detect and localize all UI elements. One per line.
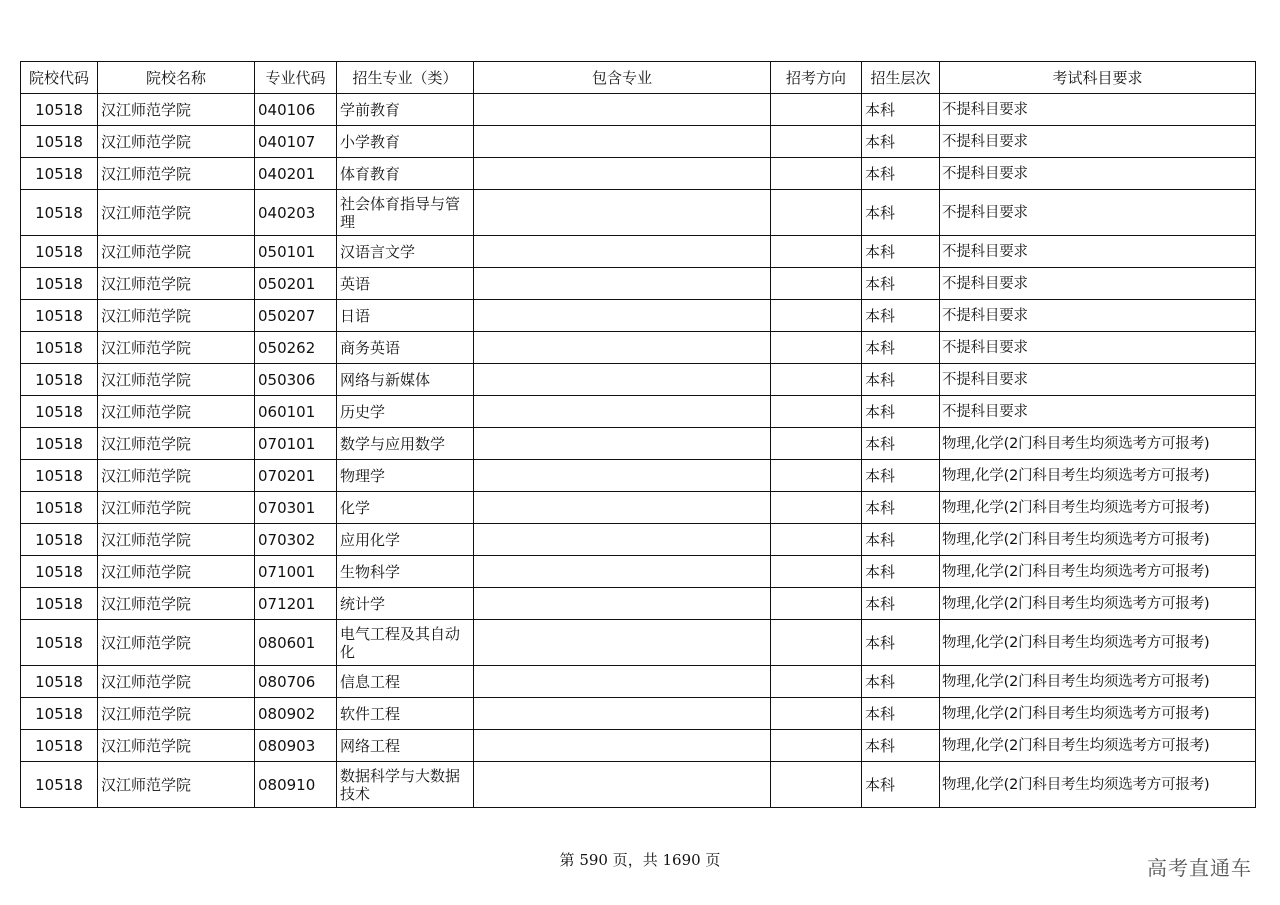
- cell-school-name: 汉江师范学院: [98, 268, 255, 300]
- cell-direction: [771, 588, 862, 620]
- cell-included-majors: [474, 268, 771, 300]
- table-row: [21, 492, 1256, 524]
- table-row: [21, 620, 1256, 666]
- cell-major: 应用化学: [337, 524, 474, 556]
- cell-included-majors: [474, 730, 771, 762]
- table-row: [21, 730, 1256, 762]
- table-row: [21, 556, 1256, 588]
- cell-included-majors: [474, 524, 771, 556]
- cell-direction: [771, 492, 862, 524]
- cell-school-code: 10518: [21, 396, 98, 428]
- cell-subject-requirements: 不提科目要求: [940, 364, 1256, 396]
- cell-major-code: 040106: [255, 94, 337, 126]
- cell-included-majors: [474, 364, 771, 396]
- cell-direction: [771, 364, 862, 396]
- cell-subject-requirements: 物理,化学(2门科目考生均须选考方可报考): [940, 666, 1256, 698]
- cell-level: 本科: [862, 666, 940, 698]
- cell-included-majors: [474, 556, 771, 588]
- cell-major-code: 050306: [255, 364, 337, 396]
- cell-school-code: 10518: [21, 620, 98, 666]
- table-row: [21, 332, 1256, 364]
- cell-level: 本科: [862, 730, 940, 762]
- table-row: [21, 588, 1256, 620]
- cell-level: 本科: [862, 126, 940, 158]
- table-body: [21, 94, 1256, 808]
- cell-subject-requirements: 物理,化学(2门科目考生均须选考方可报考): [940, 698, 1256, 730]
- cell-direction: [771, 460, 862, 492]
- cell-major-code: 070101: [255, 428, 337, 460]
- cell-major-code: 050262: [255, 332, 337, 364]
- header-major-code: 专业代码: [255, 62, 337, 94]
- cell-level: 本科: [862, 190, 940, 236]
- cell-school-name: 汉江师范学院: [98, 236, 255, 268]
- cell-major: 统计学: [337, 588, 474, 620]
- cell-major: 网络与新媒体: [337, 364, 474, 396]
- table-row: [21, 762, 1256, 808]
- cell-major: 小学教育: [337, 126, 474, 158]
- cell-level: 本科: [862, 332, 940, 364]
- cell-subject-requirements: 不提科目要求: [940, 126, 1256, 158]
- cell-school-name: 汉江师范学院: [98, 524, 255, 556]
- cell-direction: [771, 666, 862, 698]
- cell-school-code: 10518: [21, 236, 98, 268]
- cell-major-code: 080706: [255, 666, 337, 698]
- cell-included-majors: [474, 762, 771, 808]
- cell-school-code: 10518: [21, 698, 98, 730]
- cell-level: 本科: [862, 556, 940, 588]
- cell-school-name: 汉江师范学院: [98, 428, 255, 460]
- header-direction: 招考方向: [771, 62, 862, 94]
- cell-school-code: 10518: [21, 268, 98, 300]
- cell-subject-requirements: 不提科目要求: [940, 396, 1256, 428]
- cell-major: 信息工程: [337, 666, 474, 698]
- table-row: [21, 300, 1256, 332]
- cell-included-majors: [474, 460, 771, 492]
- table-row: [21, 666, 1256, 698]
- cell-school-name: 汉江师范学院: [98, 666, 255, 698]
- cell-subject-requirements: 物理,化学(2门科目考生均须选考方可报考): [940, 460, 1256, 492]
- page-number: 第 590 页，共 1690 页: [559, 851, 721, 869]
- cell-level: 本科: [862, 492, 940, 524]
- cell-major-code: 040203: [255, 190, 337, 236]
- cell-major-code: 071201: [255, 588, 337, 620]
- cell-direction: [771, 190, 862, 236]
- cell-direction: [771, 126, 862, 158]
- cell-level: 本科: [862, 94, 940, 126]
- cell-included-majors: [474, 620, 771, 666]
- cell-school-name: 汉江师范学院: [98, 396, 255, 428]
- cell-major: 化学: [337, 492, 474, 524]
- header-included-majors: 包含专业: [474, 62, 771, 94]
- cell-major: 英语: [337, 268, 474, 300]
- table-row: [21, 524, 1256, 556]
- cell-school-code: 10518: [21, 460, 98, 492]
- cell-school-code: 10518: [21, 364, 98, 396]
- cell-school-name: 汉江师范学院: [98, 332, 255, 364]
- cell-level: 本科: [862, 268, 940, 300]
- cell-school-code: 10518: [21, 666, 98, 698]
- cell-major-code: 070301: [255, 492, 337, 524]
- cell-level: 本科: [862, 158, 940, 190]
- cell-included-majors: [474, 588, 771, 620]
- cell-school-code: 10518: [21, 332, 98, 364]
- header-subject-requirements: 考试科目要求: [940, 62, 1256, 94]
- table-row: [21, 94, 1256, 126]
- cell-subject-requirements: 物理,化学(2门科目考生均须选考方可报考): [940, 524, 1256, 556]
- cell-level: 本科: [862, 460, 940, 492]
- cell-included-majors: [474, 332, 771, 364]
- cell-school-name: 汉江师范学院: [98, 730, 255, 762]
- cell-subject-requirements: 不提科目要求: [940, 268, 1256, 300]
- cell-major-code: 050101: [255, 236, 337, 268]
- table-row: [21, 396, 1256, 428]
- cell-level: 本科: [862, 524, 940, 556]
- cell-included-majors: [474, 698, 771, 730]
- cell-direction: [771, 158, 862, 190]
- cell-school-code: 10518: [21, 158, 98, 190]
- header-major: 招生专业（类）: [337, 62, 474, 94]
- cell-subject-requirements: 物理,化学(2门科目考生均须选考方可报考): [940, 556, 1256, 588]
- cell-major: 历史学: [337, 396, 474, 428]
- cell-school-name: 汉江师范学院: [98, 556, 255, 588]
- cell-level: 本科: [862, 236, 940, 268]
- table-row: [21, 190, 1256, 236]
- cell-level: 本科: [862, 300, 940, 332]
- cell-included-majors: [474, 94, 771, 126]
- cell-level: 本科: [862, 396, 940, 428]
- admissions-table: [20, 61, 1256, 808]
- cell-school-name: 汉江师范学院: [98, 158, 255, 190]
- cell-subject-requirements: 不提科目要求: [940, 94, 1256, 126]
- table-row: [21, 698, 1256, 730]
- cell-major: 社会体育指导与管理: [337, 190, 474, 236]
- cell-direction: [771, 762, 862, 808]
- cell-direction: [771, 698, 862, 730]
- cell-school-name: 汉江师范学院: [98, 94, 255, 126]
- cell-major: 电气工程及其自动化: [337, 620, 474, 666]
- cell-major-code: 080903: [255, 730, 337, 762]
- cell-level: 本科: [862, 364, 940, 396]
- table-row: [21, 158, 1256, 190]
- cell-major: 商务英语: [337, 332, 474, 364]
- cell-major: 数学与应用数学: [337, 428, 474, 460]
- header-level: 招生层次: [862, 62, 940, 94]
- cell-direction: [771, 730, 862, 762]
- cell-school-code: 10518: [21, 524, 98, 556]
- cell-school-name: 汉江师范学院: [98, 698, 255, 730]
- cell-direction: [771, 396, 862, 428]
- table-row: [21, 268, 1256, 300]
- cell-major: 软件工程: [337, 698, 474, 730]
- cell-school-code: 10518: [21, 126, 98, 158]
- cell-subject-requirements: 物理,化学(2门科目考生均须选考方可报考): [940, 428, 1256, 460]
- cell-school-code: 10518: [21, 492, 98, 524]
- cell-major-code: 071001: [255, 556, 337, 588]
- cell-included-majors: [474, 158, 771, 190]
- cell-school-code: 10518: [21, 428, 98, 460]
- cell-subject-requirements: 物理,化学(2门科目考生均须选考方可报考): [940, 588, 1256, 620]
- cell-major: 学前教育: [337, 94, 474, 126]
- cell-direction: [771, 556, 862, 588]
- cell-school-name: 汉江师范学院: [98, 492, 255, 524]
- cell-major: 生物科学: [337, 556, 474, 588]
- cell-school-name: 汉江师范学院: [98, 762, 255, 808]
- cell-major-code: 080601: [255, 620, 337, 666]
- cell-subject-requirements: 不提科目要求: [940, 236, 1256, 268]
- header-school-name: 院校名称: [98, 62, 255, 94]
- table-row: [21, 126, 1256, 158]
- cell-school-name: 汉江师范学院: [98, 300, 255, 332]
- cell-direction: [771, 428, 862, 460]
- cell-level: 本科: [862, 428, 940, 460]
- cell-level: 本科: [862, 620, 940, 666]
- cell-major: 日语: [337, 300, 474, 332]
- cell-school-name: 汉江师范学院: [98, 588, 255, 620]
- cell-included-majors: [474, 492, 771, 524]
- table-row: [21, 364, 1256, 396]
- cell-major: 网络工程: [337, 730, 474, 762]
- cell-subject-requirements: 物理,化学(2门科目考生均须选考方可报考): [940, 730, 1256, 762]
- cell-included-majors: [474, 666, 771, 698]
- cell-major-code: 080910: [255, 762, 337, 808]
- cell-school-code: 10518: [21, 300, 98, 332]
- cell-school-name: 汉江师范学院: [98, 190, 255, 236]
- cell-level: 本科: [862, 698, 940, 730]
- cell-included-majors: [474, 236, 771, 268]
- cell-school-code: 10518: [21, 588, 98, 620]
- table-header-row: [21, 62, 1256, 94]
- cell-direction: [771, 524, 862, 556]
- cell-school-code: 10518: [21, 190, 98, 236]
- cell-subject-requirements: 物理,化学(2门科目考生均须选考方可报考): [940, 620, 1256, 666]
- cell-major-code: 060101: [255, 396, 337, 428]
- cell-subject-requirements: 物理,化学(2门科目考生均须选考方可报考): [940, 762, 1256, 808]
- cell-major: 体育教育: [337, 158, 474, 190]
- cell-direction: [771, 268, 862, 300]
- cell-subject-requirements: 不提科目要求: [940, 190, 1256, 236]
- cell-school-name: 汉江师范学院: [98, 364, 255, 396]
- cell-direction: [771, 94, 862, 126]
- cell-included-majors: [474, 396, 771, 428]
- cell-school-code: 10518: [21, 730, 98, 762]
- cell-major-code: 050201: [255, 268, 337, 300]
- cell-major: 汉语言文学: [337, 236, 474, 268]
- table-row: [21, 460, 1256, 492]
- cell-major: 物理学: [337, 460, 474, 492]
- cell-major-code: 050207: [255, 300, 337, 332]
- cell-direction: [771, 236, 862, 268]
- cell-school-code: 10518: [21, 762, 98, 808]
- cell-subject-requirements: 不提科目要求: [940, 158, 1256, 190]
- table-row: [21, 236, 1256, 268]
- header-school-code: 院校代码: [21, 62, 98, 94]
- cell-school-code: 10518: [21, 556, 98, 588]
- cell-major-code: 040201: [255, 158, 337, 190]
- cell-subject-requirements: 不提科目要求: [940, 332, 1256, 364]
- cell-included-majors: [474, 190, 771, 236]
- cell-subject-requirements: 物理,化学(2门科目考生均须选考方可报考): [940, 492, 1256, 524]
- watermark-logo: 高考直通车: [1147, 856, 1252, 880]
- cell-included-majors: [474, 300, 771, 332]
- table-row: [21, 428, 1256, 460]
- cell-major-code: 070302: [255, 524, 337, 556]
- cell-school-name: 汉江师范学院: [98, 126, 255, 158]
- cell-direction: [771, 620, 862, 666]
- cell-major: 数据科学与大数据技术: [337, 762, 474, 808]
- cell-major-code: 080902: [255, 698, 337, 730]
- cell-school-code: 10518: [21, 94, 98, 126]
- cell-school-name: 汉江师范学院: [98, 620, 255, 666]
- cell-school-name: 汉江师范学院: [98, 460, 255, 492]
- cell-direction: [771, 332, 862, 364]
- cell-level: 本科: [862, 588, 940, 620]
- cell-included-majors: [474, 428, 771, 460]
- cell-included-majors: [474, 126, 771, 158]
- cell-major-code: 040107: [255, 126, 337, 158]
- cell-subject-requirements: 不提科目要求: [940, 300, 1256, 332]
- cell-level: 本科: [862, 762, 940, 808]
- cell-direction: [771, 300, 862, 332]
- cell-major-code: 070201: [255, 460, 337, 492]
